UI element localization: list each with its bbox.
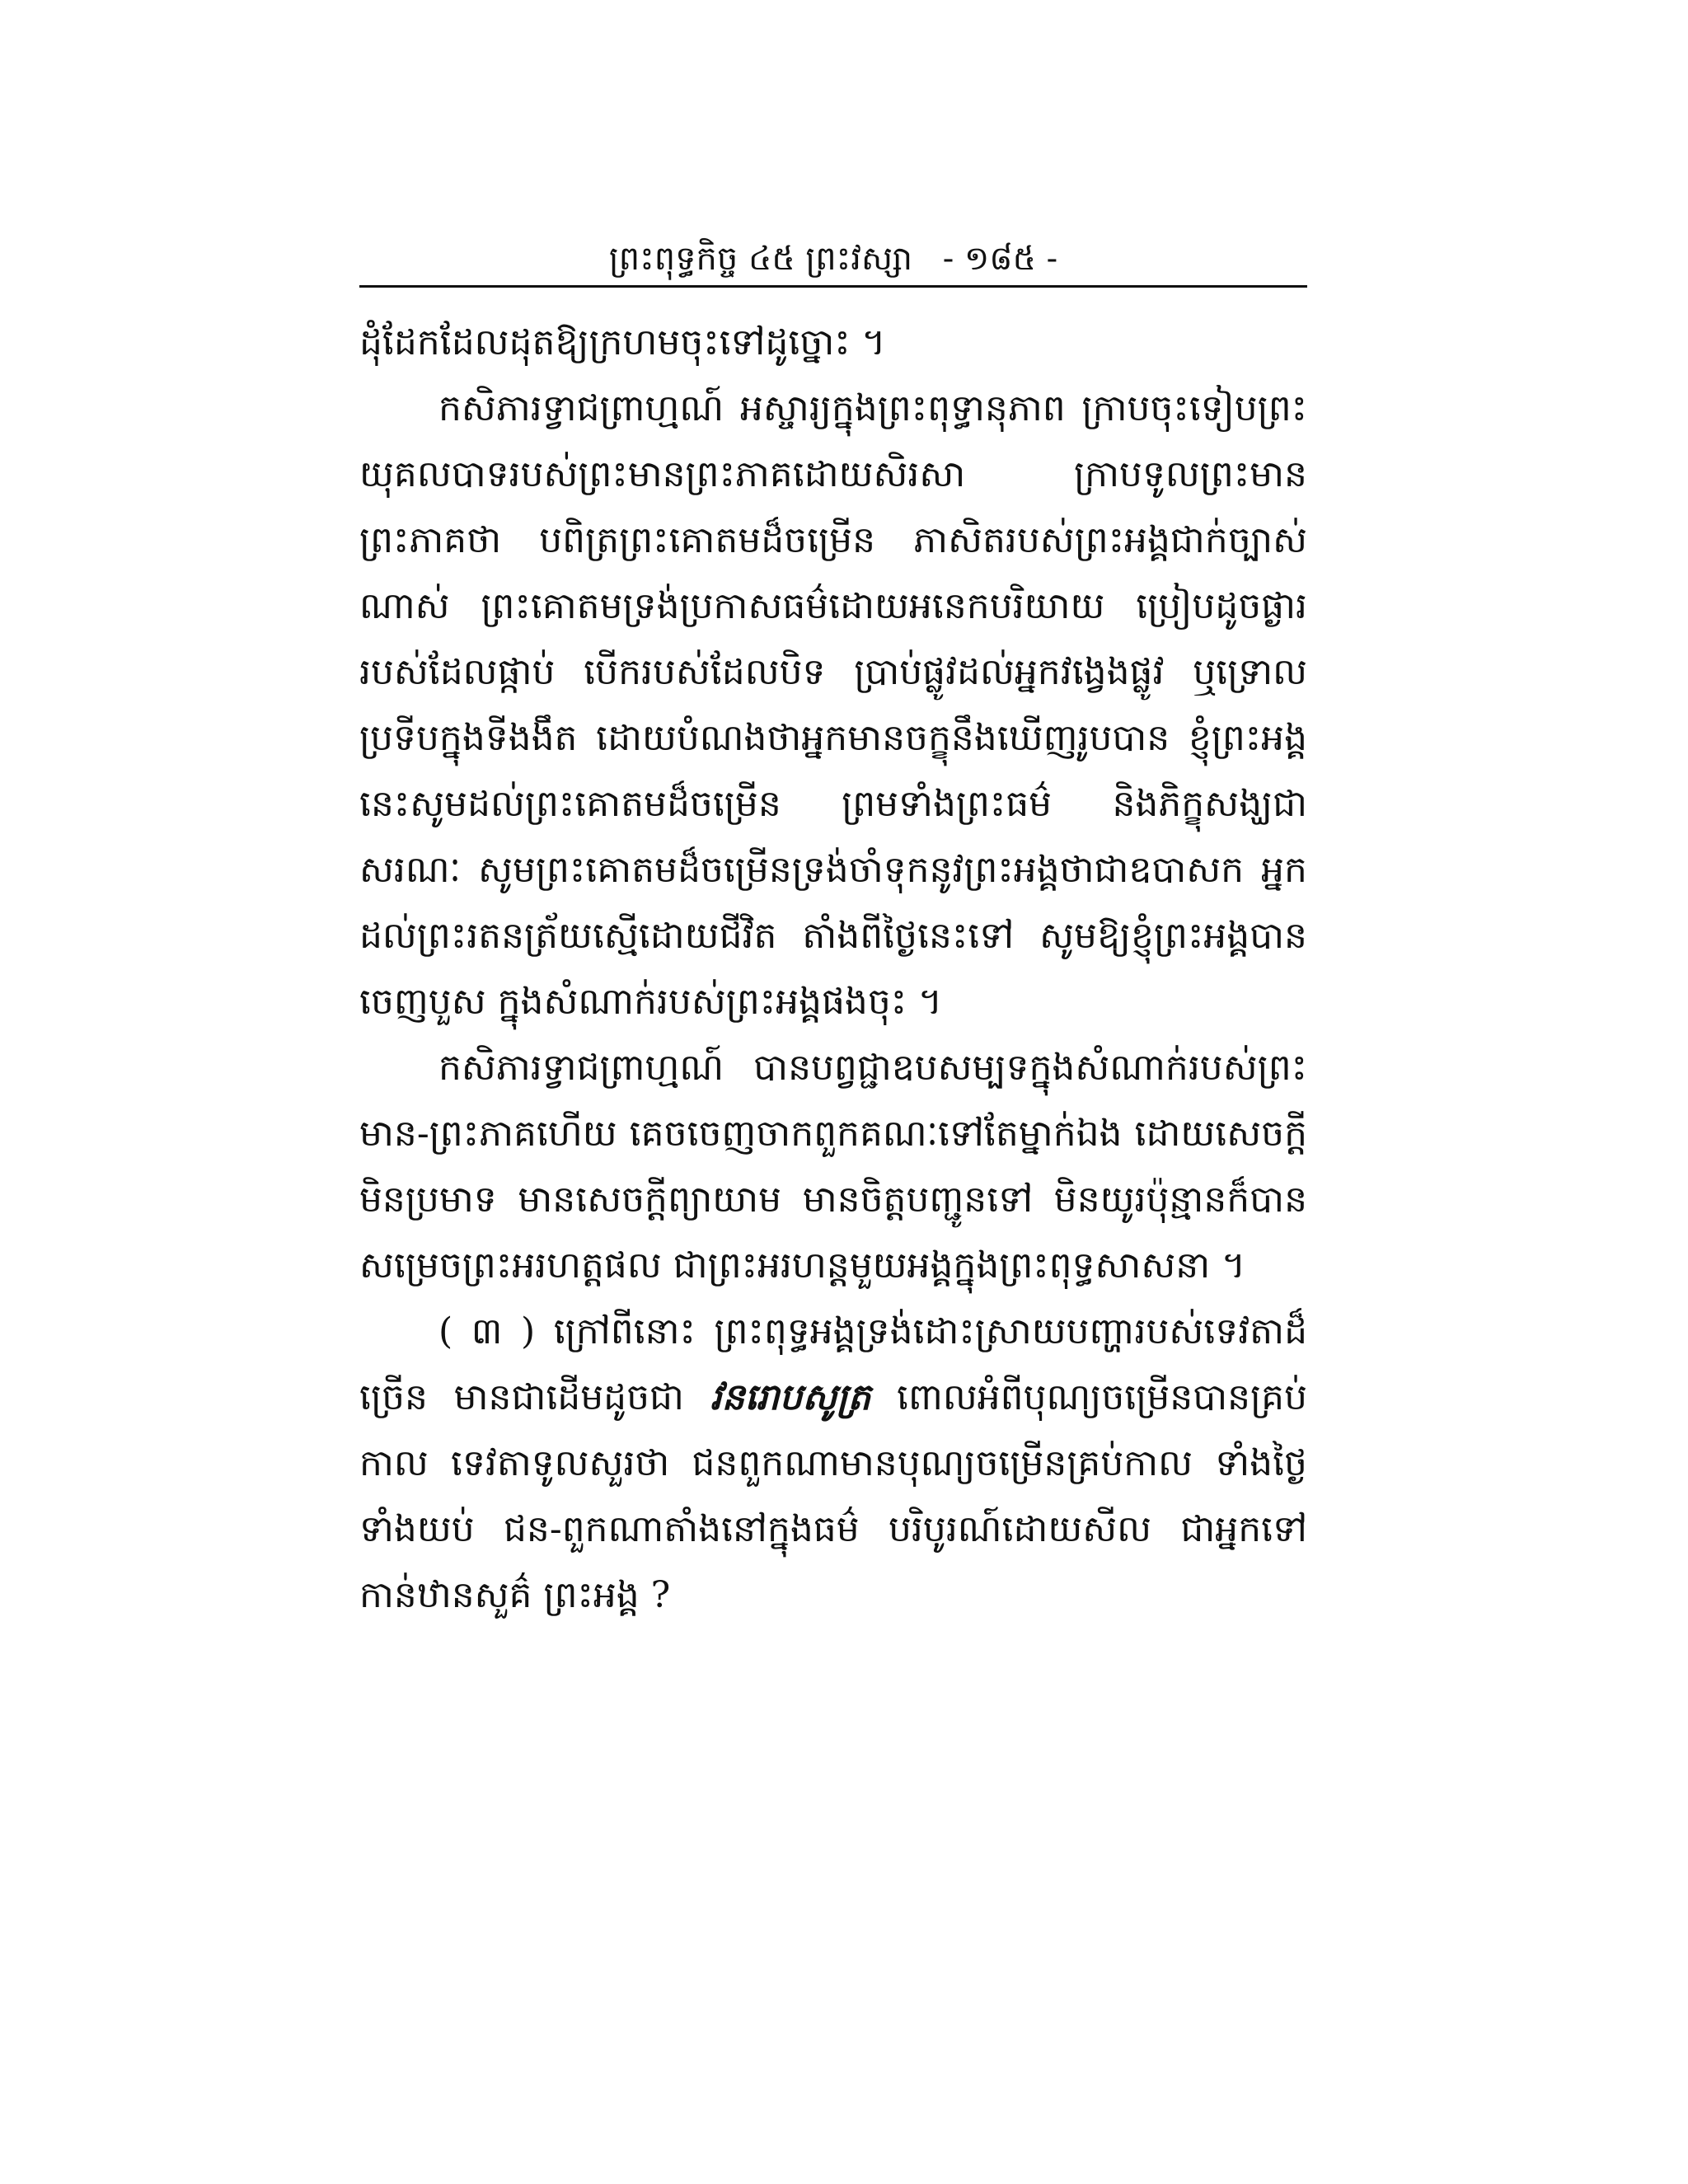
paragraph-brahmin-ordination: កសិភារទ្វាជព្រាហ្មណ៍ បានបព្វជ្ជាឧបសម្បទក្នុងសំណាក់របស់ព្រះមាន-ព្រះភាគហើយ គេចចេញចាកពួកគណៈទៅតែម្នាក់ឯង ដោយសេចក្តីមិនប្រមាទ មានសេចក្តីព្យាយាម មានចិត្តបញ្ជូនទៅ មិនយូរប៉ុន្មានក៏បានសម្រេចព្រះអរហត្តផល ជាព្រះអរហន្តមួយអង្គក្នុងព្រះពុទ្ធសាសនា ។ — [359, 1047, 1307, 1286]
page-body — [359, 310, 1307, 1629]
header-divider — [359, 285, 1307, 288]
paragraph-deva-questions-start: ( ៣ ) ក្រៅពីនោះ ព្រះពុទ្ធអង្គទ្រង់ដោះស្រាយបញ្ហារបស់ទេវតាដ៏ច្រើន មានជាដើមដូចជា — [359, 1310, 1307, 1418]
running-header — [359, 232, 1307, 285]
page-number: - ១៨៥ - — [942, 240, 1058, 278]
paragraph-continuation: ដុំដែកដែលដុតឱ្យក្រហមចុះទៅដូច្នោះ ។ — [359, 321, 886, 363]
paragraph-deva-questions-end: ពោលអំពីបុណ្យចម្រើនបានគ្រប់កាល ទេវតាទូលសួរថា ជនពួកណាមានបុណ្យចម្រើនគ្រប់កាល ទាំងថ្ងៃទាំងយប់ ជន-ពួកណាតាំងនៅក្នុងធម៌ បរិបូរណ៍ដោយសីល ជាអ្នកទៅកាន់ឋានសួគ៌ ព្រះអង្គ ? — [359, 1376, 1307, 1616]
sutta-title: វនរោបសូត្រ — [710, 1376, 871, 1418]
paragraph-brahmin-praise: កសិភារទ្វាជព្រាហ្មណ៍ អស្ចារ្យក្នុងព្រះពុទ្ធានុភាព ក្រាបចុះទៀបព្រះយុគលបាទរបស់ព្រះមានព្រះភាគដោយសិរសា ក្រាបទូលព្រះមានព្រះភាគថា បពិត្រព្រះគោតមដ៏ចម្រើន ភាសិតរបស់ព្រះអង្គជាក់ច្បាស់ណាស់ ព្រះគោតមទ្រង់ប្រកាសធម៌ដោយអនេកបរិយាយ ប្រៀបដូចផ្ងាររបស់ដែលផ្កាប់ បើករបស់ដែលបិទ ប្រាប់ផ្លូវដល់អ្នកវង្វេងផ្លូវ ឬទ្រោលប្រទីបក្នុងទីងងឹត ដោយបំណងថាអ្នកមានចក្ខុនឹងឃើញរូបបាន ខ្ញុំព្រះអង្គនេះសូមដល់ព្រះគោតមដ៏ចម្រើន ព្រមទាំងព្រះធម៌ និងភិក្ខុសង្ឃជាសរណៈ សូមព្រះគោតមដ៏ចម្រើនទ្រង់ចាំទុកនូវព្រះអង្គថាជាឧបាសក អ្នកដល់ព្រះរតនត្រ័យស្មើដោយជីវិត តាំងពីថ្ងៃនេះទៅ សូមឱ្យខ្ញុំព្រះអង្គបានចេញបួស ក្នុងសំណាក់របស់ព្រះអង្គផងចុះ ។ — [359, 387, 1307, 1023]
running-title: ព្រះពុទ្ធកិច្ច ៤៥ ព្រះវស្សា — [608, 240, 913, 278]
paragraph-deva-questions — [359, 1299, 1307, 1629]
